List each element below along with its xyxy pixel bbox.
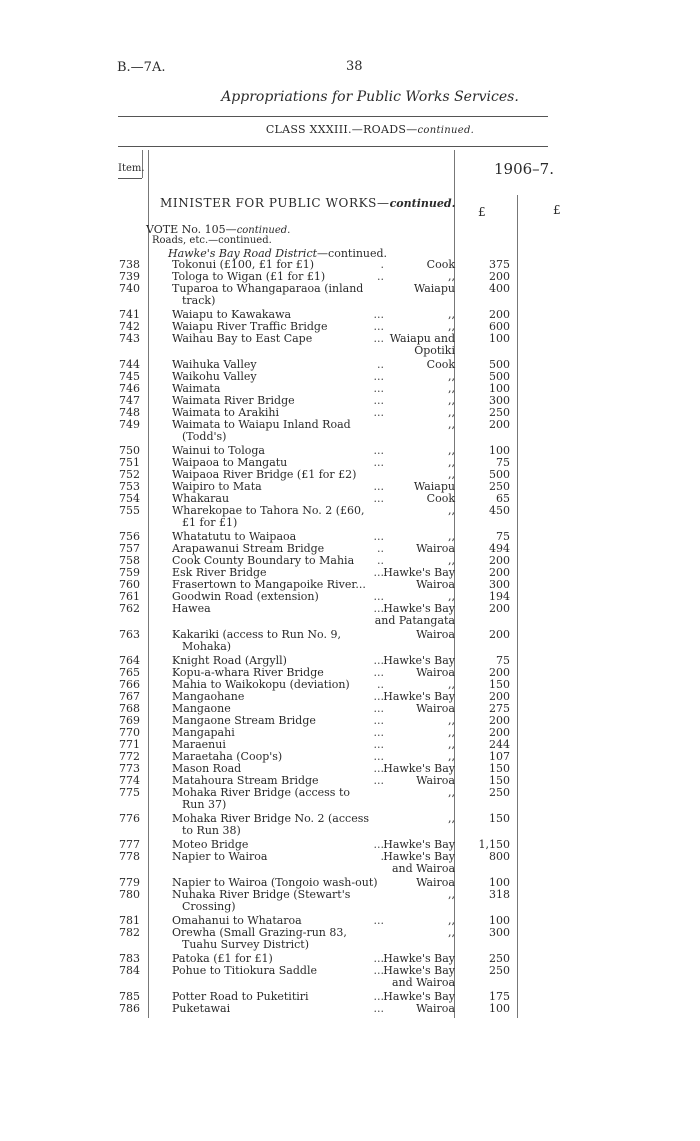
row-description: Waikohu Valley: [172, 370, 257, 383]
row-description: Waipiro to Mata: [172, 480, 262, 493]
item-number: 740: [119, 282, 140, 295]
row-description: Potter Road to Puketitiri: [172, 990, 309, 1003]
row-county: Hawke's Bay: [383, 952, 455, 965]
row-description: Mohaka River Bridge No. 2 (access: [172, 812, 369, 825]
row-county: ,,: [448, 456, 455, 469]
row-amount: 244: [489, 738, 510, 751]
item-number: 761: [119, 590, 140, 603]
class-heading: [0, 123, 700, 136]
row-county: ,,: [448, 320, 455, 333]
row-description: Napier to Wairoa: [172, 850, 268, 863]
leader-dots: ...: [373, 308, 384, 321]
item-number: 786: [119, 1002, 140, 1015]
page-title: Appropriations for Public Works Services.: [221, 89, 519, 105]
district-heading-main: Hawke's Bay Road District: [168, 247, 318, 260]
row-amount: 250: [489, 480, 510, 493]
row-county: Wairoa: [416, 628, 455, 641]
item-number: 763: [119, 628, 140, 641]
leader-dots: ...: [373, 492, 384, 505]
row-amount: 275: [489, 702, 510, 715]
row-description: Whakarau: [172, 492, 230, 505]
class-heading-main: CLASS XXXIII.—ROADS—: [265, 123, 418, 136]
leader-dots: ...: [373, 566, 384, 579]
minister-heading: [160, 196, 455, 210]
row-description: Nuhaka River Bridge (Stewart's: [172, 888, 351, 901]
item-number: 778: [119, 850, 140, 863]
item-number: 749: [119, 418, 140, 431]
leader-dots: ...: [373, 480, 384, 493]
row-amount: 200: [489, 308, 510, 321]
row-amount: 450: [489, 504, 510, 517]
amount-column-rule-right: [517, 195, 518, 1018]
leader-dots: ...: [373, 444, 384, 457]
row-description: Mason Road: [172, 762, 242, 775]
page-number: 38: [346, 59, 363, 74]
item-number: 757: [119, 542, 140, 555]
row-description: Mangapahi: [172, 726, 235, 739]
row-description: Orewha (Small Grazing-run 83,: [172, 926, 347, 939]
item-column-header: Item.: [118, 163, 145, 174]
row-county: Hawke's Bay: [383, 654, 455, 667]
leader-dots: ...: [373, 690, 384, 703]
row-amount: 375: [489, 258, 510, 271]
row-amount: 150: [489, 774, 510, 787]
row-county-continued: and Wairoa: [391, 976, 455, 989]
row-county: ,,: [448, 726, 455, 739]
row-county: Hawke's Bay: [383, 838, 455, 851]
item-number: 768: [119, 702, 140, 715]
row-amount: 800: [489, 850, 510, 863]
row-description: Esk River Bridge: [172, 566, 267, 579]
year-column-header: 1906–7.: [494, 160, 554, 178]
row-description: Wharekopae to Tahora No. 2 (£60,: [172, 504, 365, 517]
row-amount: 194: [489, 590, 510, 603]
row-amount: 100: [489, 332, 510, 345]
leader-dots: ..: [377, 358, 384, 371]
leader-dots: .: [380, 258, 384, 271]
leader-dots: ...: [373, 738, 384, 751]
row-description: Pohue to Titiokura Saddle: [172, 964, 317, 977]
table-top-rule: [118, 146, 548, 147]
row-description: Wainui to Tologa: [172, 444, 265, 457]
leader-dots: ...: [373, 750, 384, 763]
row-description-continued: Run 37): [182, 798, 227, 811]
item-number: 739: [119, 270, 140, 283]
row-amount: 500: [489, 468, 510, 481]
row-description: Waihau Bay to East Cape: [172, 332, 313, 345]
row-description: Puketawai: [172, 1002, 231, 1015]
row-amount: 250: [489, 952, 510, 965]
item-number: 760: [119, 578, 140, 591]
row-county-continued: and Wairoa: [391, 862, 455, 875]
row-county: ,,: [448, 786, 455, 799]
row-county: ,,: [448, 504, 455, 517]
item-number: 781: [119, 914, 140, 927]
row-county: ,,: [448, 738, 455, 751]
row-description: Mangaone: [172, 702, 231, 715]
row-description-continued: track): [182, 294, 216, 307]
row-county: Waiapu and: [389, 332, 455, 345]
row-county: Hawke's Bay: [383, 762, 455, 775]
row-amount: 75: [496, 654, 510, 667]
row-description-continued: (Todd's): [182, 430, 227, 443]
item-number: 777: [119, 838, 140, 851]
row-county: ,,: [448, 590, 455, 603]
row-description: Waimata: [172, 382, 221, 395]
row-county: Wairoa: [416, 1002, 455, 1015]
leader-dots: ..: [377, 542, 384, 555]
row-description: Waimata to Waiapu Inland Road: [172, 418, 351, 431]
item-number: 738: [119, 258, 140, 271]
row-amount: 107: [489, 750, 510, 763]
item-number: 774: [119, 774, 140, 787]
leader-dots: ...: [373, 654, 384, 667]
item-number: 751: [119, 456, 140, 469]
item-number: 772: [119, 750, 140, 763]
leader-dots: ...: [373, 1002, 384, 1015]
row-amount: 200: [489, 554, 510, 567]
item-number: 747: [119, 394, 140, 407]
item-number: 784: [119, 964, 140, 977]
row-description-continued: to Run 38): [182, 824, 241, 837]
item-number: 779: [119, 876, 140, 889]
item-number: 753: [119, 480, 140, 493]
item-number: 769: [119, 714, 140, 727]
leader-dots: ...: [373, 332, 384, 345]
row-description: Mahia to Waikokopu (deviation): [172, 678, 350, 691]
row-description: Knight Road (Argyll): [172, 654, 287, 667]
item-number: 742: [119, 320, 140, 333]
item-number: 785: [119, 990, 140, 1003]
row-description: Mangaone Stream Bridge: [172, 714, 316, 727]
roads-subheading: Roads, etc.—continued.: [152, 235, 272, 246]
row-county: Cook: [426, 358, 455, 371]
row-amount: 318: [489, 888, 510, 901]
leader-dots: ...: [373, 382, 384, 395]
row-amount: 200: [489, 726, 510, 739]
row-county: ,,: [448, 418, 455, 431]
leader-dots: ...: [373, 602, 384, 615]
row-amount: 175: [489, 990, 510, 1003]
row-description: Mangaohane: [172, 690, 245, 703]
row-county: ,,: [448, 394, 455, 407]
row-county: Hawke's Bay: [383, 990, 455, 1003]
row-amount: 200: [489, 418, 510, 431]
item-number: 744: [119, 358, 140, 371]
row-county: ,,: [448, 444, 455, 457]
item-number: 756: [119, 530, 140, 543]
row-amount: 200: [489, 602, 510, 615]
item-number: 754: [119, 492, 140, 505]
item-number: 765: [119, 666, 140, 679]
row-amount: 200: [489, 566, 510, 579]
row-amount: 100: [489, 444, 510, 457]
leader-dots: ...: [373, 964, 384, 977]
row-county: Wairoa: [416, 702, 455, 715]
row-county: Hawke's Bay: [383, 964, 455, 977]
row-amount: 100: [489, 382, 510, 395]
item-number: 782: [119, 926, 140, 939]
leader-dots: ...: [373, 370, 384, 383]
row-description: Waiapu to Kawakawa: [172, 308, 292, 321]
leader-dots: ...: [373, 530, 384, 543]
row-description: Cook County Boundary to Mahia: [172, 554, 355, 567]
row-description: Frasertown to Mangapoike River...: [172, 578, 366, 591]
row-amount: 600: [489, 320, 510, 333]
row-county: ,,: [448, 370, 455, 383]
item-number: 766: [119, 678, 140, 691]
row-amount: 75: [496, 456, 510, 469]
pound-sign-column-1: £: [478, 205, 486, 219]
row-county: Waiapu: [413, 480, 455, 493]
leader-dots: ...: [373, 456, 384, 469]
district-heading-cont: —continued.: [317, 247, 388, 260]
class-heading-cont: continued.: [417, 125, 475, 136]
item-number: 750: [119, 444, 140, 457]
row-amount: 100: [489, 876, 510, 889]
row-description: Mohaka River Bridge (access to: [172, 786, 350, 799]
row-amount: 250: [489, 786, 510, 799]
minister-heading-cont: continued.: [389, 197, 456, 210]
row-amount: 200: [489, 690, 510, 703]
vote-heading-cont: continued.: [236, 225, 291, 236]
row-description: Goodwin Road (extension): [172, 590, 319, 603]
row-description: Hawea: [172, 602, 211, 615]
item-number: 741: [119, 308, 140, 321]
item-number: 748: [119, 406, 140, 419]
row-description: Arapawanui Stream Bridge: [172, 542, 325, 555]
item-number: 764: [119, 654, 140, 667]
row-description: Whatatutu to Waipaoa: [172, 530, 297, 543]
row-description: Napier to Wairoa (Tongoio wash-out): [172, 876, 378, 889]
document-reference: B.—7A.: [117, 60, 166, 75]
row-county: ,,: [448, 530, 455, 543]
row-description: Waimata River Bridge: [172, 394, 295, 407]
row-description: Maraenui: [172, 738, 226, 751]
leader-dots: ...: [373, 320, 384, 333]
leader-dots: ..: [377, 554, 384, 567]
row-description: Waihuka Valley: [172, 358, 257, 371]
row-description: Moteo Bridge: [172, 838, 249, 851]
item-number: 759: [119, 566, 140, 579]
item-number: 755: [119, 504, 140, 517]
item-number: 758: [119, 554, 140, 567]
row-county: Cook: [426, 258, 455, 271]
row-amount: 300: [489, 394, 510, 407]
row-county: ,,: [448, 382, 455, 395]
pound-sign-column-2: £: [553, 203, 561, 217]
row-amount: 75: [496, 530, 510, 543]
leader-dots: ...: [373, 590, 384, 603]
item-number: 752: [119, 468, 140, 481]
leader-dots: ..: [377, 678, 384, 691]
item-number: 743: [119, 332, 140, 345]
row-amount: 200: [489, 666, 510, 679]
item-number: 745: [119, 370, 140, 383]
row-county: ,,: [448, 926, 455, 939]
item-number: 762: [119, 602, 140, 615]
row-description: Waipaoa River Bridge (£1 for £2): [172, 468, 357, 481]
row-county: ,,: [448, 750, 455, 763]
row-description: Tuparoa to Whangaparaoa (inland: [172, 282, 364, 295]
leader-dots: ...: [373, 952, 384, 965]
row-amount: 300: [489, 926, 510, 939]
row-amount: 150: [489, 812, 510, 825]
leader-dots: ...: [373, 702, 384, 715]
minister-heading-main: MINISTER FOR PUBLIC WORKS—: [160, 196, 390, 210]
row-amount: 250: [489, 406, 510, 419]
item-number: 767: [119, 690, 140, 703]
row-county: Wairoa: [416, 542, 455, 555]
row-amount: 65: [496, 492, 510, 505]
row-amount: 100: [489, 1002, 510, 1015]
row-county: ,,: [448, 714, 455, 727]
leader-dots: ...: [373, 990, 384, 1003]
row-amount: 200: [489, 628, 510, 641]
item-number: 773: [119, 762, 140, 775]
row-county: ,,: [448, 888, 455, 901]
row-county-continued: Opotiki: [414, 344, 455, 357]
item-number: 776: [119, 812, 140, 825]
row-amount: 150: [489, 678, 510, 691]
row-county: Wairoa: [416, 876, 455, 889]
item-number: 783: [119, 952, 140, 965]
item-number: 775: [119, 786, 140, 799]
row-county: Hawke's Bay: [383, 566, 455, 579]
row-description: Kopu-a-whara River Bridge: [172, 666, 324, 679]
row-amount: 500: [489, 358, 510, 371]
row-county: Hawke's Bay: [383, 850, 455, 863]
row-county: ,,: [448, 914, 455, 927]
row-description: Waipaoa to Mangatu: [172, 456, 288, 469]
item-number: 770: [119, 726, 140, 739]
leader-dots: ...: [373, 714, 384, 727]
row-description: Matahoura Stream Bridge: [172, 774, 319, 787]
description-column-rule: [148, 150, 149, 1018]
row-county: Cook: [426, 492, 455, 505]
row-amount: 494: [489, 542, 510, 555]
row-description-continued: £1 for £1): [182, 516, 238, 529]
row-county: Hawke's Bay: [383, 602, 455, 615]
leader-dots: ...: [373, 666, 384, 679]
row-county: ,,: [448, 308, 455, 321]
row-amount: 200: [489, 714, 510, 727]
leader-dots: ...: [373, 838, 384, 851]
row-county: Waiapu: [413, 282, 455, 295]
row-county: Wairoa: [416, 666, 455, 679]
row-description: Patoka (£1 for £1): [172, 952, 273, 965]
leader-dots: ...: [373, 762, 384, 775]
row-description: Kakariki (access to Run No. 9,: [172, 628, 341, 641]
item-number: 780: [119, 888, 140, 901]
row-amount: 200: [489, 270, 510, 283]
row-amount: 150: [489, 762, 510, 775]
row-county: ,,: [448, 406, 455, 419]
leader-dots: ...: [373, 394, 384, 407]
row-description: Tokonui (£100, £1 for £1): [172, 258, 315, 271]
leader-dots: ...: [373, 406, 384, 419]
row-county: ,,: [448, 812, 455, 825]
row-description: Maraetaha (Coop's): [172, 750, 283, 763]
row-county: Wairoa: [416, 578, 455, 591]
row-county-continued: and Patangata: [374, 614, 455, 627]
row-amount: 1,150: [478, 838, 510, 851]
leader-dots: ...: [373, 914, 384, 927]
row-description-continued: Crossing): [182, 900, 236, 913]
row-county: ,,: [448, 678, 455, 691]
row-amount: 500: [489, 370, 510, 383]
leader-dots: .: [380, 850, 384, 863]
row-description: Tologa to Wigan (£1 for £1): [172, 270, 326, 283]
item-header-underline: [118, 178, 142, 179]
row-description: Waimata to Arakihi: [172, 406, 279, 419]
leader-dots: ..: [377, 270, 384, 283]
row-description: Omahanui to Whataroa: [172, 914, 302, 927]
row-amount: 300: [489, 578, 510, 591]
row-amount: 400: [489, 282, 510, 295]
row-county: Wairoa: [416, 774, 455, 787]
vote-heading-main: VOTE No. 105—: [146, 223, 237, 236]
row-amount: 250: [489, 964, 510, 977]
row-description-continued: Tuahu Survey District): [182, 938, 310, 951]
row-description: Waiapu River Traffic Bridge: [172, 320, 328, 333]
row-county: Hawke's Bay: [383, 690, 455, 703]
item-number: 746: [119, 382, 140, 395]
row-county: ,,: [448, 270, 455, 283]
row-county: ,,: [448, 554, 455, 567]
row-amount: 100: [489, 914, 510, 927]
title-rule: [118, 116, 548, 117]
leader-dots: ...: [373, 726, 384, 739]
leader-dots: ...: [373, 774, 384, 787]
row-description-continued: Mohaka): [182, 640, 232, 653]
item-number: 771: [119, 738, 140, 751]
row-county: ,,: [448, 468, 455, 481]
